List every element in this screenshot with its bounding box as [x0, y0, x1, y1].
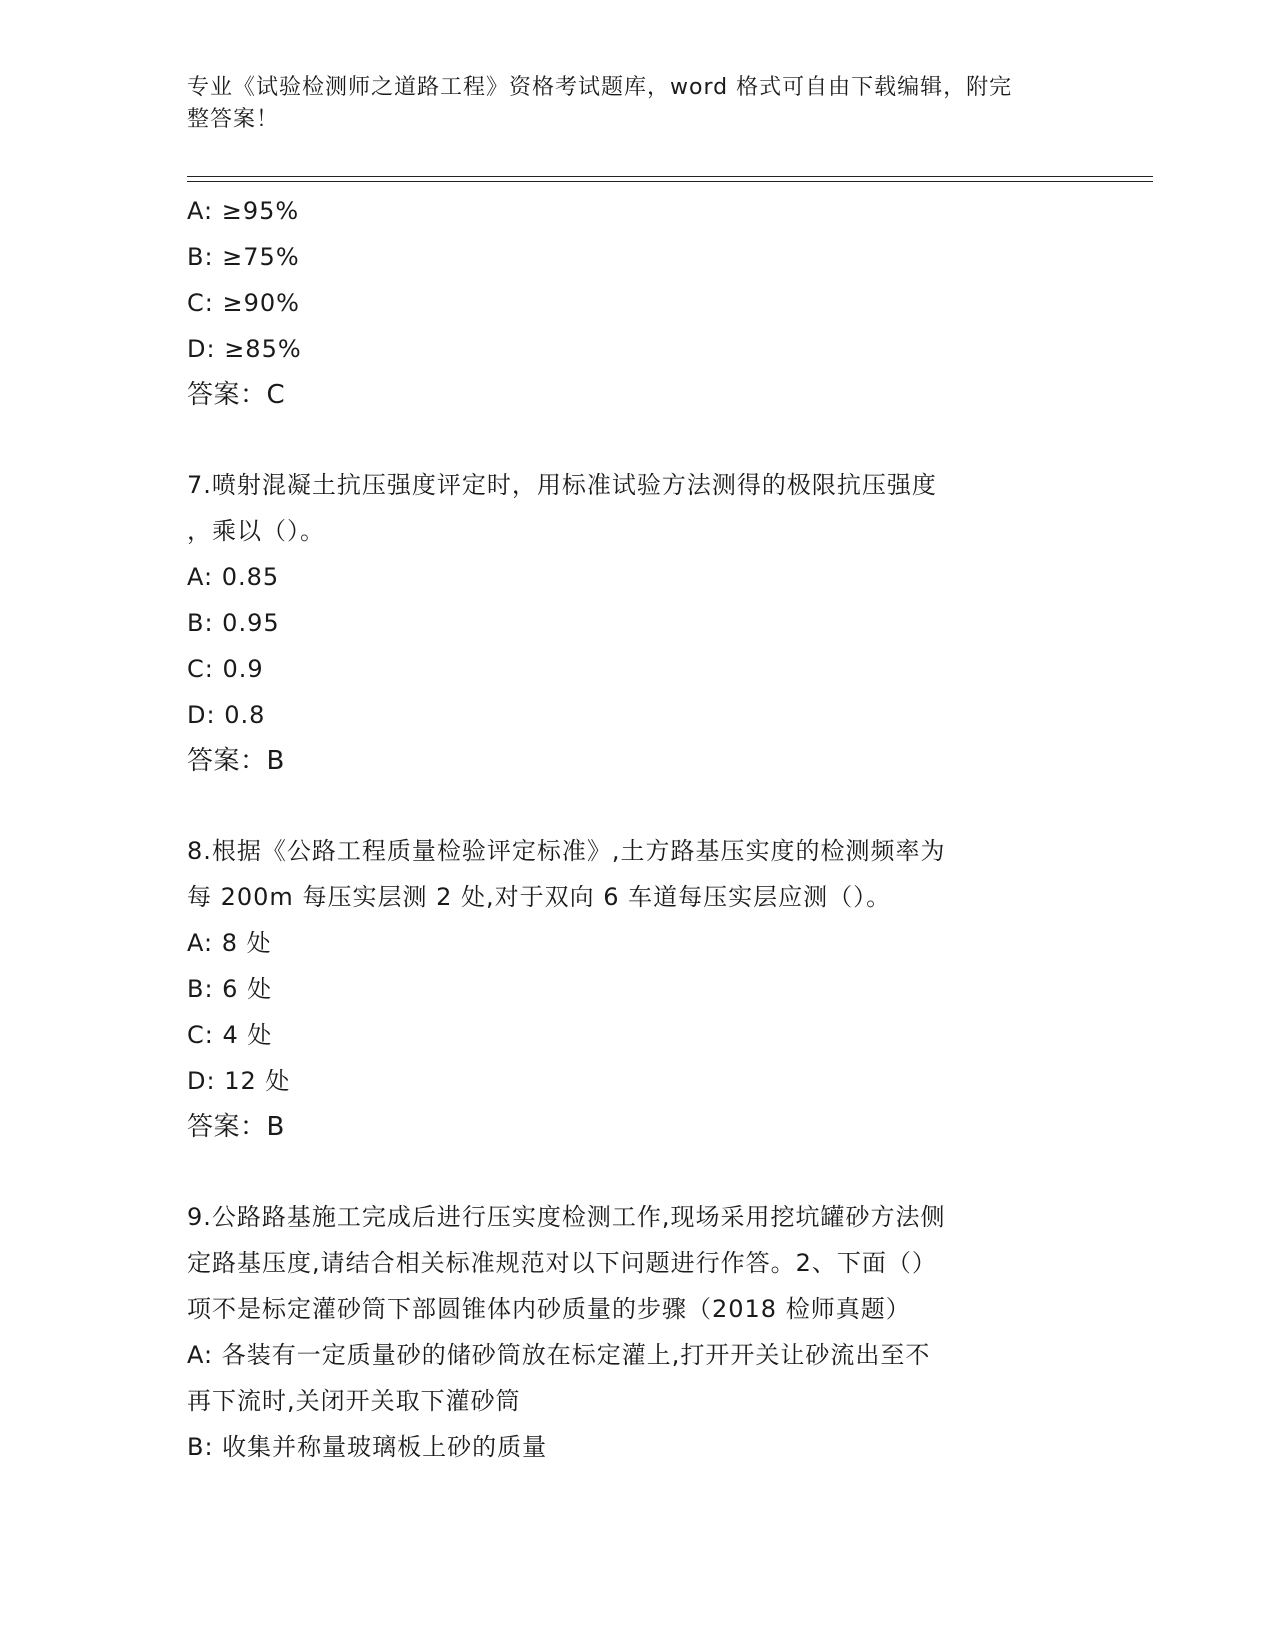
option-d: D: 0.8	[187, 701, 266, 729]
spacer	[187, 418, 1087, 462]
option-c: C: 4 处	[187, 1021, 273, 1049]
option-d: D: ≥85%	[187, 335, 302, 363]
option-a: A: 0.85	[187, 563, 280, 591]
option-a-continued: 再下流时,关闭开关取下灌砂筒	[187, 1387, 521, 1415]
question-7	[187, 462, 1087, 784]
option-b: B: 收集并称量玻璃板上砂的质量	[187, 1433, 548, 1461]
option-b: B: 0.95	[187, 609, 280, 637]
answer-line: 答案：B	[187, 746, 285, 776]
header-divider-top	[187, 176, 1153, 177]
question-list	[187, 188, 1087, 1470]
question-text-line: ，乘以（）。	[187, 517, 325, 545]
question-text-line: 7.喷射混凝土抗压强度评定时，用标准试验方法测得的极限抗压强度	[187, 471, 937, 499]
header-divider-bottom	[187, 181, 1153, 182]
question-text-line: 9.公路路基施工完成后进行压实度检测工作,现场采用挖坑罐砂方法侧	[187, 1203, 946, 1231]
spacer	[187, 1150, 1087, 1194]
option-b: B: 6 处	[187, 975, 273, 1003]
question-text-line: 项不是标定灌砂筒下部圆锥体内砂质量的步骤（2018 检师真题）	[187, 1295, 911, 1323]
question-6	[187, 188, 1087, 418]
header-line-2: 整答案！	[187, 107, 280, 132]
question-9	[187, 1194, 1087, 1470]
question-text-line: 8.根据《公路工程质量检验评定标准》,土方路基压实度的检测频率为	[187, 837, 946, 865]
question-text-line: 每 200m 每压实层测 2 处,对于双向 6 车道每压实层应测（）。	[187, 883, 892, 911]
option-a: A: 8 处	[187, 929, 272, 957]
option-c: C: 0.9	[187, 655, 264, 683]
option-b: B: ≥75%	[187, 243, 300, 271]
document-header	[187, 72, 1067, 136]
answer-line: 答案：B	[187, 1112, 285, 1142]
option-a: A: ≥95%	[187, 197, 300, 225]
question-8	[187, 828, 1087, 1150]
question-text-line: 定路基压度,请结合相关标准规范对以下问题进行作答。2、下面（）	[187, 1249, 937, 1277]
option-d: D: 12 处	[187, 1067, 291, 1095]
header-line-1: 专业《试验检测师之道路工程》资格考试题库，word 格式可自由下载编辑，附完	[187, 75, 1013, 100]
option-c: C: ≥90%	[187, 289, 300, 317]
spacer	[187, 784, 1087, 828]
answer-line: 答案：C	[187, 380, 286, 410]
option-a: A: 各装有一定质量砂的储砂筒放在标定灌上,打开开关让砂流出至不	[187, 1341, 931, 1369]
